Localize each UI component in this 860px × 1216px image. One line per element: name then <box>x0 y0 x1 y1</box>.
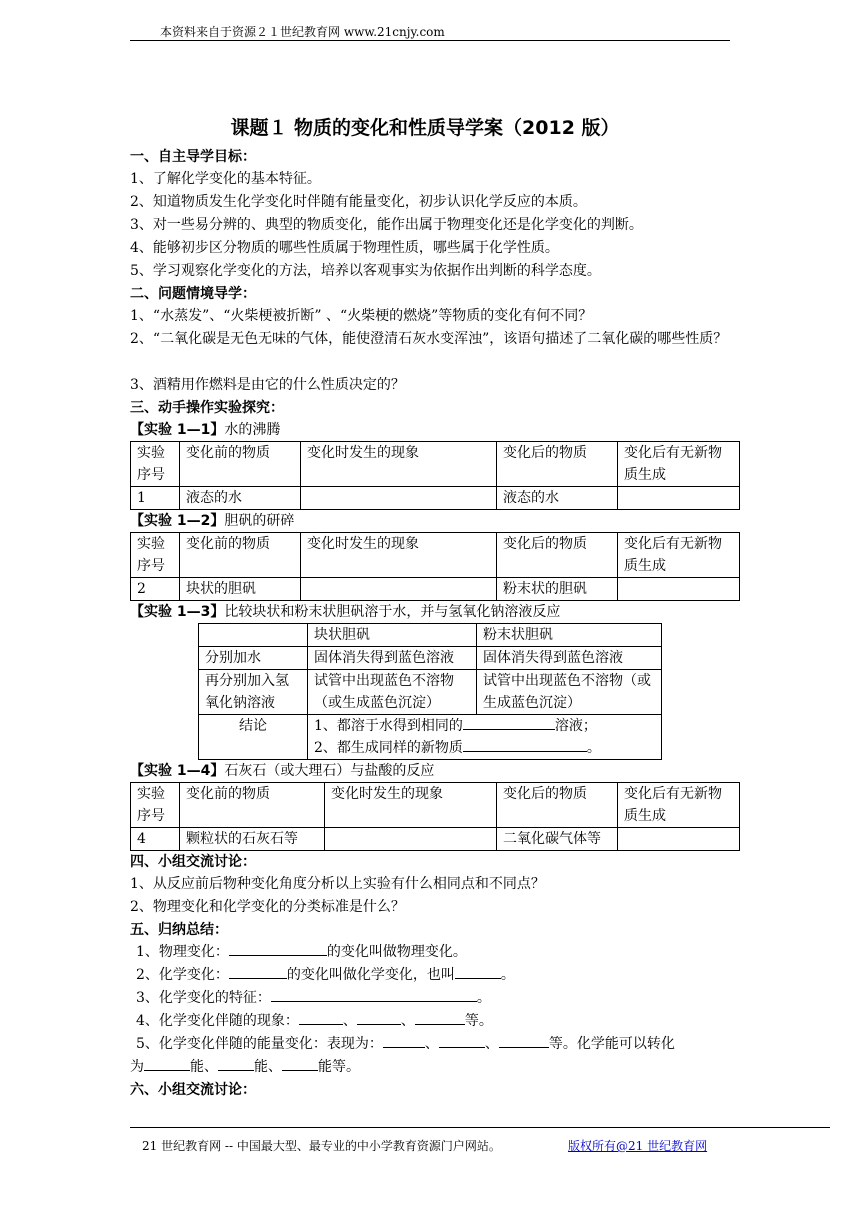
header-cell: 实验序号 <box>131 442 180 487</box>
header-cell: 粉末状胆矾 <box>477 624 662 647</box>
conclusion-text: 2、都生成同样的新物质 <box>314 740 463 756</box>
row-label: 再分别加入氢氧化钠溶液 <box>199 670 308 715</box>
header-cell: 变化前的物质 <box>180 533 301 578</box>
header-cell: 变化后有无新物质生成 <box>618 442 740 487</box>
summary-text: 能等。 <box>318 1059 360 1075</box>
summary-text: 。 <box>500 967 515 983</box>
table-cell: 颗粒状的石灰石等 <box>180 828 325 851</box>
summary-text: 。 <box>476 990 491 1006</box>
experiment-desc: 胆矾的研碎 <box>224 513 295 529</box>
fill-blank[interactable] <box>463 715 555 730</box>
fill-blank[interactable] <box>415 1010 465 1025</box>
table-cell: 液态的水 <box>180 487 301 510</box>
section-heading-discussion-2: 六、小组交流讨论： <box>130 1082 256 1098</box>
summary-text: 5、化学变化伴随的能量变化：表现为： <box>136 1036 383 1052</box>
experiment-1-table <box>130 441 740 510</box>
conclusion-text: 1、都溶于水得到相同的 <box>314 718 463 734</box>
header-cell: 变化时发生的现象 <box>301 442 497 487</box>
table-cell <box>618 578 740 601</box>
experiment-1-title <box>130 419 740 441</box>
fill-blank[interactable] <box>282 1056 318 1071</box>
header-cell: 变化后的物质 <box>497 533 618 578</box>
experiment-tag: 【实验 1—1】 <box>130 422 225 438</box>
fill-blank[interactable] <box>439 1033 485 1048</box>
header-cell: 变化后有无新物质生成 <box>618 783 740 828</box>
summary-line <box>130 987 740 1010</box>
question-item: 2、“二氧化碳是无色无味的气体，能使澄清石灰水变浑浊”，该语句描述了二氧化碳的哪些性质？ <box>130 331 728 347</box>
summary-text: 1、物理变化： <box>136 944 229 960</box>
page-footer <box>130 1127 830 1154</box>
summary-text: 、 <box>342 1013 357 1029</box>
summary-text: 2、化学变化： <box>136 967 229 983</box>
header-cell: 变化时发生的现象 <box>301 533 497 578</box>
header-cell: 实验序号 <box>131 783 180 828</box>
table-cell: 液态的水 <box>497 487 618 510</box>
fill-blank[interactable] <box>218 1056 254 1071</box>
table-cell: 粉末状的胆矾 <box>497 578 618 601</box>
summary-line <box>130 941 740 964</box>
question-item: 1、“水蒸发”、“火柴梗被折断” 、“火柴梗的燃烧”等物质的变化有何不同？ <box>130 308 593 324</box>
table-cell: 二氧化碳气体等 <box>497 828 618 851</box>
goal-item: 1、了解化学变化的基本特征。 <box>130 171 321 187</box>
table-cell <box>618 828 740 851</box>
page-title: 课题１ 物质的变化和性质导学案（2012 版） <box>230 117 620 139</box>
experiment-4-title <box>130 760 740 782</box>
summary-text: 3、化学变化的特征： <box>136 990 271 1006</box>
experiment-desc: 水的沸腾 <box>224 422 281 438</box>
table-cell: 固体消失得到蓝色溶液 <box>477 647 662 670</box>
summary-text: 、 <box>400 1013 415 1029</box>
conclusion-line <box>314 715 655 737</box>
header-cell: 变化后有无新物质生成 <box>618 533 740 578</box>
page-header <box>130 20 730 41</box>
conclusion-text: 溶液； <box>554 718 597 734</box>
experiment-tag: 【实验 1—3】 <box>130 604 225 620</box>
fill-blank[interactable] <box>455 964 501 979</box>
goal-item: 3、对一些易分辨的、典型的物质变化，能作出属于物理变化还是化学变化的判断。 <box>130 217 643 233</box>
table-cell: 试管中出现蓝色不溶物（或生成蓝色沉淀） <box>308 670 477 715</box>
header-cell: 块状胆矾 <box>308 624 477 647</box>
section-heading-summary: 五、归纳总结： <box>130 922 228 938</box>
discussion-item: 2、物理变化和化学变化的分类标准是什么？ <box>130 899 405 915</box>
header-cell: 变化前的物质 <box>180 783 325 828</box>
fill-blank[interactable] <box>271 987 477 1002</box>
fill-blank[interactable] <box>383 1033 425 1048</box>
fill-blank[interactable] <box>299 1010 343 1025</box>
summary-text: 、 <box>424 1036 439 1052</box>
summary-text: 等。化学能可以转化 <box>548 1036 675 1052</box>
conclusion-text: 。 <box>586 740 601 756</box>
summary-line <box>130 964 740 987</box>
header-cell: 变化后的物质 <box>497 442 618 487</box>
summary-text: 的变化叫做化学变化，也叫 <box>286 967 455 983</box>
section-heading-discussion: 四、小组交流讨论： <box>130 854 256 870</box>
footer-text: 21 世纪教育网 -- 中国最大型、最专业的中小学教育资源门户网站。 <box>142 1139 501 1153</box>
experiment-4-table <box>130 782 740 851</box>
row-label: 结论 <box>199 715 308 760</box>
goal-item: 2、知道物质发生化学变化时伴随有能量变化，初步认识化学反应的本质。 <box>130 194 587 210</box>
summary-text: 为 <box>130 1059 144 1075</box>
experiment-3-table <box>198 623 662 760</box>
summary-line <box>130 1056 740 1079</box>
summary-text: 能、 <box>190 1059 218 1075</box>
experiment-3-title <box>130 601 740 623</box>
table-cell: 试管中出现蓝色不溶物（或生成蓝色沉淀） <box>477 670 662 715</box>
table-cell <box>301 578 497 601</box>
experiment-2-title <box>130 510 740 532</box>
summary-text: 能、 <box>254 1059 282 1075</box>
fill-blank[interactable] <box>463 737 587 752</box>
table-cell <box>618 487 740 510</box>
table-cell: 固体消失得到蓝色溶液 <box>308 647 477 670</box>
fill-blank[interactable] <box>144 1056 190 1071</box>
conclusion-cell <box>308 715 662 760</box>
row-label: 分别加水 <box>199 647 308 670</box>
experiment-tag: 【实验 1—4】 <box>130 763 225 779</box>
experiment-2-table <box>130 532 740 601</box>
section-heading-goals: 一、自主导学目标： <box>130 149 256 165</box>
fill-blank[interactable] <box>357 1010 401 1025</box>
header-cell: 变化后的物质 <box>497 783 618 828</box>
section-heading-questions: 二、问题情境导学： <box>130 286 256 302</box>
discussion-item: 1、从反应前后物种变化角度分析以上实验有什么相同点和不同点？ <box>130 876 545 892</box>
table-cell: 2 <box>131 578 180 601</box>
table-cell: 1 <box>131 487 180 510</box>
table-cell: 块状的胆矾 <box>180 578 301 601</box>
table-cell <box>325 828 497 851</box>
question-item: 3、酒精用作燃料是由它的什么性质决定的？ <box>130 377 405 393</box>
header-cell: 变化前的物质 <box>180 442 301 487</box>
experiment-tag: 【实验 1—2】 <box>130 513 225 529</box>
goal-item: 5、学习观察化学变化的方法，培养以客观事实为依据作出判断的科学态度。 <box>130 263 601 279</box>
section-heading-experiments: 三、动手操作实验探究： <box>130 400 284 416</box>
fill-blank[interactable] <box>229 964 287 979</box>
header-cell <box>199 624 308 647</box>
summary-text: 的变化叫做物理变化。 <box>326 944 467 960</box>
header-cell: 实验序号 <box>131 533 180 578</box>
copyright-link[interactable]: 版权所有@21 世纪教育网 <box>568 1139 708 1153</box>
table-cell: 4 <box>131 828 180 851</box>
experiment-desc: 石灰石（或大理石）与盐酸的反应 <box>224 763 435 779</box>
summary-line <box>130 1010 740 1033</box>
document-body <box>130 110 740 1101</box>
summary-text: 、 <box>484 1036 499 1052</box>
goal-item: 4、能够初步区分物质的哪些性质属于物理性质，哪些属于化学性质。 <box>130 240 559 256</box>
summary-text: 4、化学变化伴随的现象： <box>136 1013 299 1029</box>
fill-blank[interactable] <box>229 941 327 956</box>
header-source-text: 本资料来自于资源２１世纪教育网 www.21cnjy.com <box>160 25 445 39</box>
table-cell <box>301 487 497 510</box>
experiment-desc: 比较块状和粉末状胆矾溶于水，并与氢氧化钠溶液反应 <box>224 604 561 620</box>
conclusion-line <box>314 737 655 759</box>
summary-text: 等。 <box>464 1013 493 1029</box>
summary-line <box>130 1033 740 1056</box>
header-cell: 变化时发生的现象 <box>325 783 497 828</box>
fill-blank[interactable] <box>499 1033 549 1048</box>
